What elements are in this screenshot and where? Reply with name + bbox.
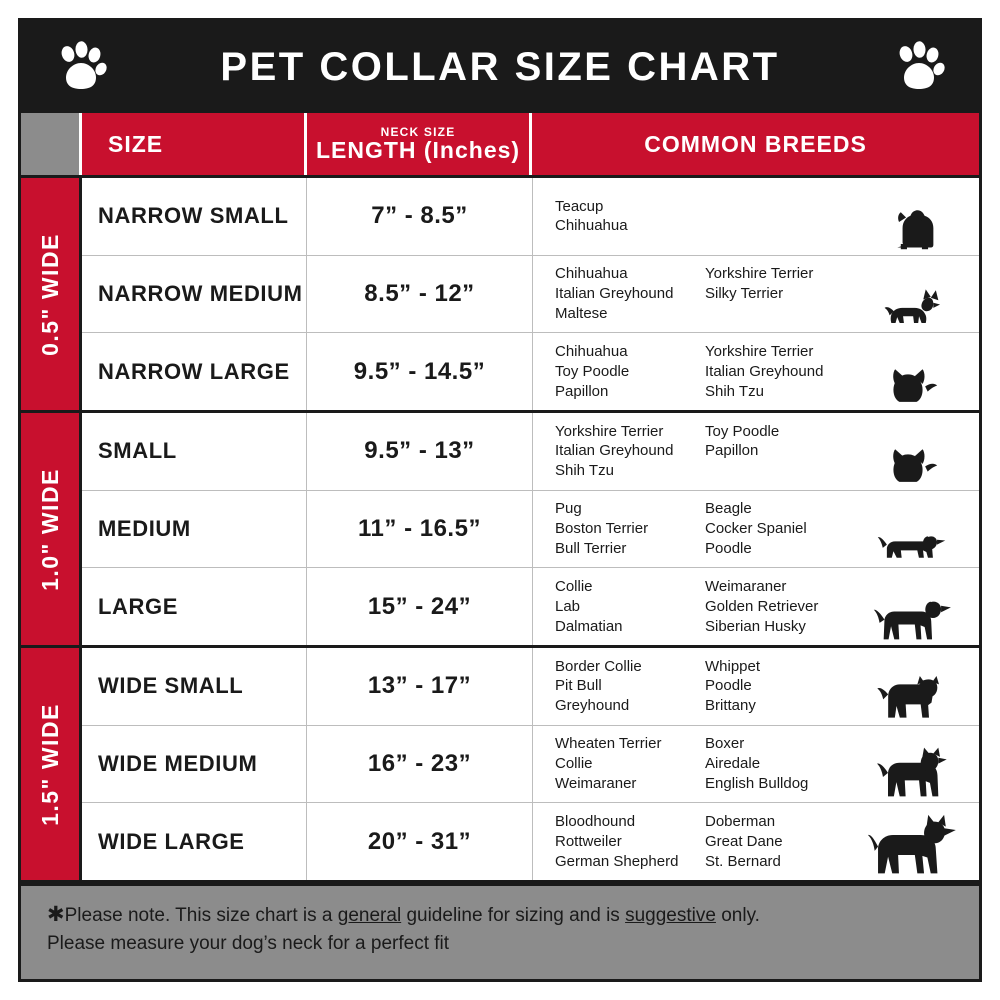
- breed-column-2: [705, 197, 855, 237]
- group-2: [21, 648, 979, 883]
- row-breeds: [533, 413, 979, 490]
- footer-text-b: guideline for sizing and is: [401, 905, 626, 926]
- table-row: [82, 648, 979, 726]
- footer-text-a: Please note. This size chart is a: [64, 905, 338, 926]
- row-size: NARROW MEDIUM: [82, 256, 307, 333]
- breed-item: Poodle: [705, 539, 752, 557]
- row-size: WIDE SMALL: [82, 648, 307, 725]
- row-size: NARROW SMALL: [82, 178, 307, 255]
- footer-emphasis-general: general: [337, 905, 402, 926]
- row-length: 8.5” - 12”: [307, 256, 533, 333]
- breed-item: Boxer: [705, 735, 745, 753]
- breed-item: St. Bernard: [705, 852, 781, 870]
- row-size: LARGE: [82, 568, 307, 645]
- table-row: [82, 491, 979, 569]
- size-table: [21, 113, 979, 883]
- breed-column-1: [555, 812, 705, 871]
- breed-item: Collie: [555, 755, 593, 773]
- breed-item: Chihuahua: [555, 342, 628, 360]
- dog-silhouette-lab-icon: [855, 568, 973, 645]
- row-breeds: [533, 803, 979, 880]
- footer-emphasis-suggestive: suggestive: [625, 905, 716, 926]
- group-0: [21, 178, 979, 413]
- breed-column-1: [555, 657, 705, 716]
- chart-header: [21, 21, 979, 113]
- breed-item: Siberian Husky: [705, 617, 806, 635]
- row-length: 20” - 31”: [307, 803, 533, 880]
- breed-item: Wheaten Terrier: [555, 735, 662, 753]
- breed-item: Weimaraner: [705, 577, 787, 595]
- footer-text-c: only.: [715, 905, 760, 926]
- breed-item: Dalmatian: [555, 617, 623, 635]
- breed-item: German Shepherd: [555, 852, 679, 870]
- breed-column-1: [555, 499, 705, 558]
- group-label-text: 1.0" WIDE: [36, 467, 63, 591]
- breed-item: Rottweiler: [555, 832, 622, 850]
- breed-item: Border Collie: [555, 657, 642, 675]
- breed-item: Papillon: [555, 382, 609, 400]
- breed-item: Whippet: [705, 657, 761, 675]
- row-size: WIDE LARGE: [82, 803, 307, 880]
- breed-column-1: [555, 197, 705, 237]
- group-label-text: 0.5" WIDE: [36, 232, 63, 356]
- breed-column-1: [555, 734, 705, 793]
- breed-item: Yorkshire Terrier: [555, 422, 664, 440]
- breed-item: Pit Bull: [555, 677, 602, 695]
- breed-column-1: [555, 342, 705, 401]
- breed-item: Yorkshire Terrier: [705, 342, 814, 360]
- breed-item: Golden Retriever: [705, 597, 819, 615]
- breed-item: Great Dane: [705, 832, 783, 850]
- footer-line-2: Please measure your dog’s neck for a perfect fit: [47, 933, 450, 955]
- column-header-length: [307, 113, 532, 175]
- asterisk-icon: ✱: [47, 903, 65, 926]
- header-corner-spacer: [21, 113, 82, 175]
- dog-silhouette-doberman-icon: [855, 803, 973, 880]
- dog-silhouette-chihuahua-icon: [855, 256, 973, 333]
- breed-item: Yorkshire Terrier: [705, 265, 814, 283]
- breed-item: Italian Greyhound: [555, 442, 674, 460]
- breed-item: Boston Terrier: [555, 520, 649, 538]
- group-label-1: [21, 413, 82, 645]
- row-length: 7” - 8.5”: [307, 178, 533, 255]
- chart-frame: [18, 18, 982, 982]
- breed-column-2: [705, 734, 855, 793]
- breed-item: Bloodhound: [555, 812, 636, 830]
- breed-item: Italian Greyhound: [705, 362, 824, 380]
- dog-silhouette-yorkie-icon: [855, 178, 973, 255]
- breed-item: Chihuahua: [555, 265, 628, 283]
- row-size: SMALL: [82, 413, 307, 490]
- breed-item: Toy Poodle: [555, 362, 630, 380]
- breed-column-2: [705, 264, 855, 323]
- breed-column-1: [555, 264, 705, 323]
- breed-item: Doberman: [705, 812, 776, 830]
- breed-column-2: [705, 577, 855, 636]
- table-row: [82, 333, 979, 410]
- row-breeds: [533, 648, 979, 725]
- dog-silhouette-papillon-icon: [855, 333, 973, 410]
- breed-column-1: [555, 577, 705, 636]
- breed-item: Shih Tzu: [705, 382, 764, 400]
- breed-item: Lab: [555, 597, 581, 615]
- breed-item: Airedale: [705, 755, 761, 773]
- breed-column-2: [705, 422, 855, 481]
- breed-item: Papillon: [705, 442, 759, 460]
- table-row: [82, 413, 979, 491]
- group-rows-0: [82, 178, 979, 410]
- breed-column-2: [705, 657, 855, 716]
- footer-note: [21, 883, 979, 979]
- row-size: WIDE MEDIUM: [82, 726, 307, 803]
- page-title: PET COLLAR SIZE CHART: [220, 44, 780, 89]
- row-breeds: [533, 256, 979, 333]
- breed-item: Poodle: [705, 677, 752, 695]
- group-rows-1: [82, 413, 979, 645]
- breed-item: Cocker Spaniel: [705, 520, 807, 538]
- paw-icon: [55, 41, 107, 93]
- column-header-breeds: COMMON BREEDS: [532, 113, 979, 175]
- breed-item: Collie: [555, 577, 593, 595]
- breed-item: Teacup: [555, 197, 604, 215]
- breed-item: Shih Tzu: [555, 462, 614, 480]
- row-breeds: [533, 491, 979, 568]
- row-length: 11” - 16.5”: [307, 491, 533, 568]
- dog-silhouette-boxer-icon: [855, 726, 973, 803]
- column-header-size: SIZE: [82, 113, 307, 175]
- column-header-length-main: LENGTH (Inches): [315, 136, 521, 163]
- breed-column-2: [705, 342, 855, 401]
- breed-column-2: [705, 812, 855, 871]
- group-1: [21, 413, 979, 648]
- breed-item: Chihuahua: [555, 217, 628, 235]
- breed-item: Pug: [555, 500, 582, 518]
- row-length: 16” - 23”: [307, 726, 533, 803]
- breed-item: Bull Terrier: [555, 539, 627, 557]
- row-length: 9.5” - 14.5”: [307, 333, 533, 410]
- dog-silhouette-beagle-icon: [855, 491, 973, 568]
- table-row: [82, 178, 979, 256]
- group-label-text: 1.5" WIDE: [36, 702, 63, 826]
- group-label-0: [21, 178, 82, 410]
- breed-item: Maltese: [555, 304, 608, 322]
- table-row: [82, 568, 979, 645]
- breed-item: Toy Poodle: [705, 422, 780, 440]
- row-breeds: [533, 726, 979, 803]
- breed-column-2: [705, 499, 855, 558]
- group-rows-2: [82, 648, 979, 880]
- row-length: 13” - 17”: [307, 648, 533, 725]
- row-size: MEDIUM: [82, 491, 307, 568]
- breed-item: English Bulldog: [705, 774, 809, 792]
- breed-item: Silky Terrier: [705, 285, 784, 303]
- breed-item: Italian Greyhound: [555, 285, 674, 303]
- row-breeds: [533, 568, 979, 645]
- column-header-length-sub: NECK SIZE: [380, 125, 456, 140]
- breed-item: Weimaraner: [555, 774, 637, 792]
- breed-item: Brittany: [705, 697, 756, 715]
- row-breeds: [533, 333, 979, 410]
- table-row: [82, 726, 979, 804]
- row-breeds: [533, 178, 979, 255]
- row-length: 15” - 24”: [307, 568, 533, 645]
- table-row: [82, 803, 979, 880]
- group-label-2: [21, 648, 82, 880]
- row-length: 9.5” - 13”: [307, 413, 533, 490]
- table-row: [82, 256, 979, 334]
- dog-silhouette-bulldog-icon: [855, 648, 973, 725]
- paw-icon: [893, 41, 945, 93]
- footer-line-1: [47, 900, 953, 930]
- row-size: NARROW LARGE: [82, 333, 307, 410]
- breed-item: Beagle: [705, 500, 752, 518]
- breed-item: Greyhound: [555, 697, 630, 715]
- dog-silhouette-papillon-icon: [855, 413, 973, 490]
- breed-column-1: [555, 422, 705, 481]
- table-header-row: [21, 113, 979, 178]
